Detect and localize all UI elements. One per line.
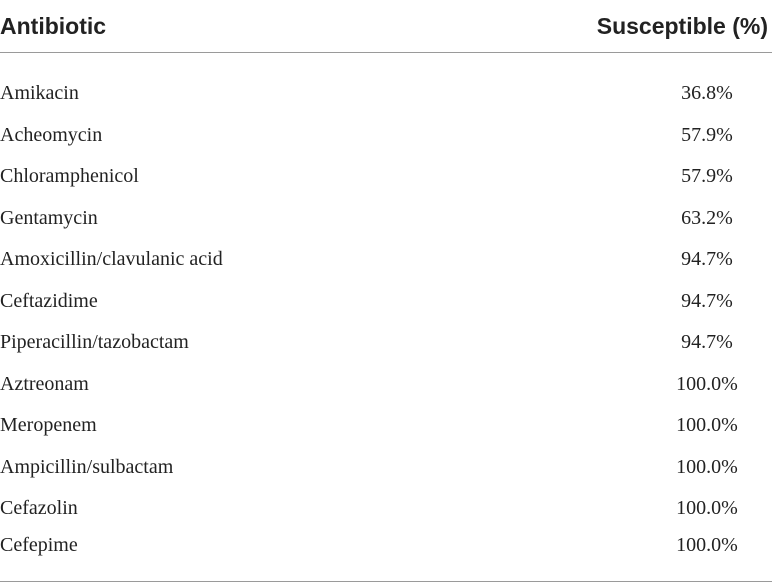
susceptible-value: 100.0% (676, 455, 738, 478)
header-row (0, 0, 772, 53)
susceptible-value: 94.7% (681, 248, 733, 271)
table-row (0, 156, 772, 198)
susceptible-value: 100.0% (676, 497, 738, 520)
table-header (0, 0, 772, 53)
antibiotic-name: Chloramphenicol (0, 165, 139, 188)
table-row (0, 198, 772, 240)
table-row (0, 447, 772, 489)
antibiotic-name: Piperacillin/tazobactam (0, 331, 189, 354)
antibiotic-name: Cefazolin (0, 497, 78, 520)
header-spacer (0, 53, 772, 74)
susceptible-value: 94.7% (681, 331, 733, 354)
antibiotic-name: Cefepime (0, 530, 530, 582)
susceptible-value: 100.0% (676, 414, 738, 437)
antibiotic-name: Meropenem (0, 414, 97, 437)
header-susceptible: Susceptible (%) (530, 0, 772, 53)
table-row (0, 281, 772, 323)
susceptible-value: 100.0% (530, 530, 772, 582)
antibiotic-name: Gentamycin (0, 206, 98, 229)
table-row (0, 364, 772, 406)
antibiotic-name: Ceftazidime (0, 289, 98, 312)
table-row (0, 239, 772, 281)
susceptible-value: 94.7% (681, 289, 733, 312)
antibiotic-name: Ampicillin/sulbactam (0, 455, 174, 478)
table-row (0, 488, 772, 530)
susceptible-value: 57.9% (681, 165, 733, 188)
table-body (0, 53, 772, 582)
table-row (0, 115, 772, 157)
susceptible-value: 100.0% (676, 372, 738, 395)
susceptible-value: 63.2% (681, 206, 733, 229)
susceptible-value: 36.8% (681, 82, 733, 105)
susceptible-value: 57.9% (681, 123, 733, 146)
table-row (0, 322, 772, 364)
antibiotic-name: Acheomycin (0, 123, 103, 146)
antibiotic-name: Aztreonam (0, 372, 89, 395)
table-row (0, 405, 772, 447)
antibiotic-name: Amikacin (0, 82, 79, 105)
header-antibiotic: Antibiotic (0, 0, 530, 53)
antibiotic-name: Amoxicillin/clavulanic acid (0, 248, 223, 271)
table-row (0, 73, 772, 115)
table-row (0, 530, 772, 582)
